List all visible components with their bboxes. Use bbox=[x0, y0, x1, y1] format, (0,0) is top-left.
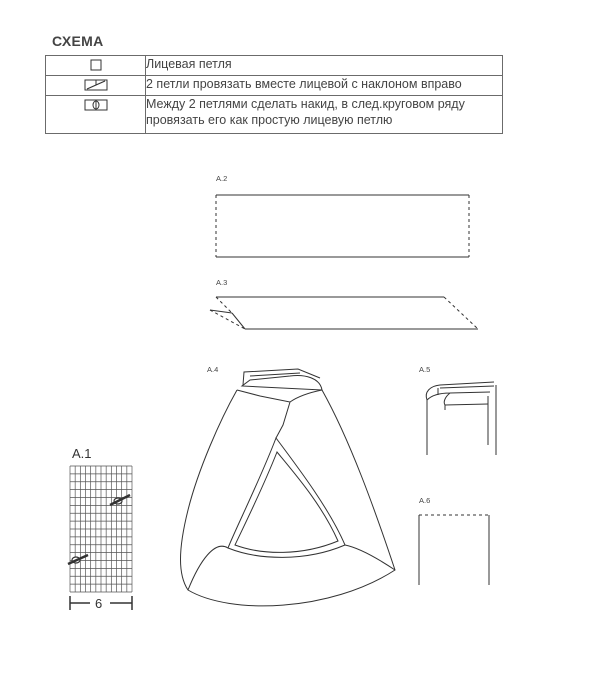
legend-description: 2 петли провязать вместе лицевой с наклоном вправо bbox=[146, 76, 503, 96]
diagram-a4 bbox=[181, 369, 396, 606]
legend-title: СХЕМА bbox=[52, 33, 104, 49]
label-a3: A.3 bbox=[216, 278, 228, 287]
diagram-a6 bbox=[419, 515, 489, 585]
diagram-a3 bbox=[210, 297, 478, 329]
diagram-a2 bbox=[216, 195, 469, 257]
yarn-over-marker-icon bbox=[68, 555, 88, 564]
label-a6: A.6 bbox=[419, 496, 431, 505]
label-a1-width: 6 bbox=[95, 596, 103, 611]
label-a1: A.1 bbox=[72, 446, 92, 461]
label-a5: A.5 bbox=[419, 365, 431, 374]
diagram-a1-grid bbox=[70, 466, 132, 592]
label-a2: A.2 bbox=[216, 174, 228, 183]
diagram-a5 bbox=[426, 382, 496, 455]
label-a4: A.4 bbox=[207, 365, 219, 374]
legend-description: Лицевая петля bbox=[146, 56, 503, 76]
legend-description: Между 2 петлями сделать накид, в след.круговом ряду провязать его как простую лицевую петлю bbox=[146, 96, 503, 134]
